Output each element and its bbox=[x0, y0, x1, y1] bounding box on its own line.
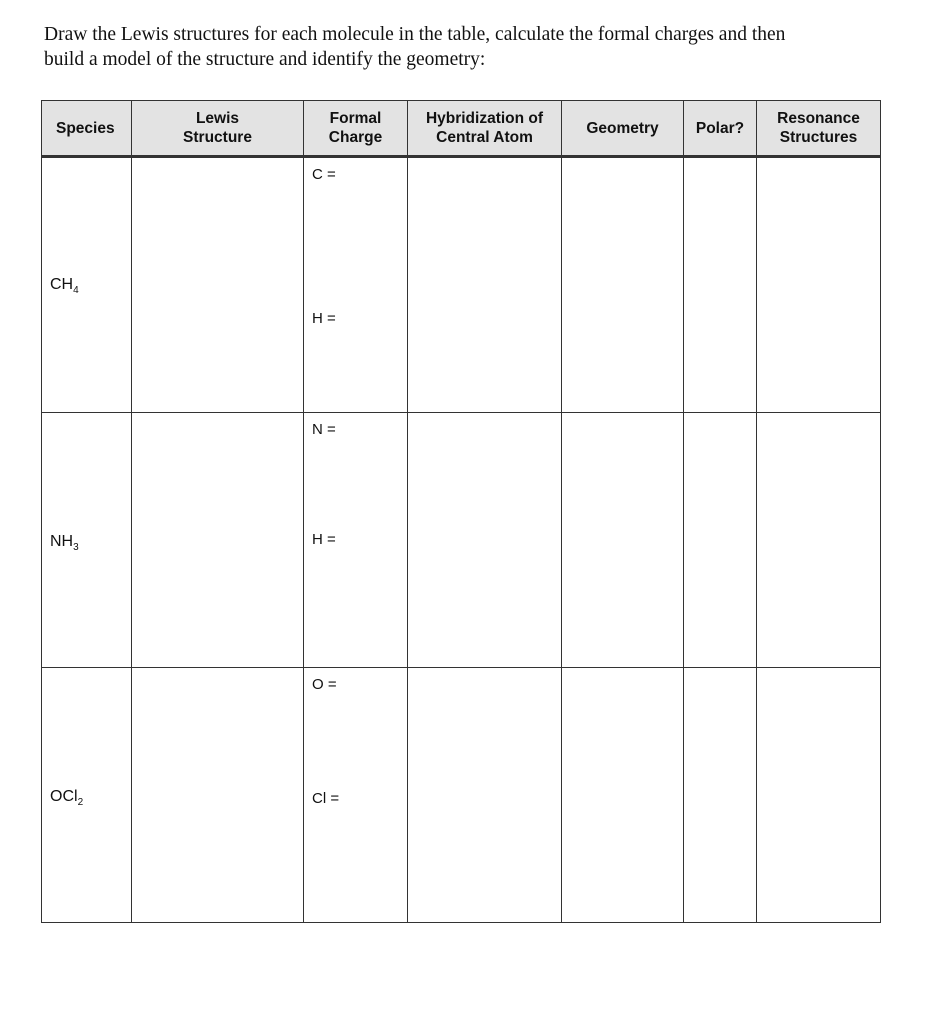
formal-charge-label: C = bbox=[312, 166, 336, 183]
species-cell bbox=[42, 668, 132, 923]
formal-charge-cell[interactable] bbox=[304, 413, 408, 668]
table-row-nh3 bbox=[42, 413, 881, 668]
formal-charge-label: O = bbox=[312, 676, 337, 693]
worksheet-table bbox=[41, 100, 881, 923]
table-row-ocl2 bbox=[42, 668, 881, 923]
hybridization-cell[interactable] bbox=[408, 413, 562, 668]
header-formal-charge: Formal Charge bbox=[304, 101, 408, 157]
species-name: $NH_3$ bbox=[50, 533, 79, 554]
species-cell bbox=[42, 413, 132, 668]
polar-cell[interactable] bbox=[684, 668, 757, 923]
table-row-ch4 bbox=[42, 157, 881, 413]
header-resonance: Resonance Structures bbox=[757, 101, 881, 157]
hybridization-cell[interactable] bbox=[408, 668, 562, 923]
polar-cell[interactable] bbox=[684, 413, 757, 668]
resonance-cell[interactable] bbox=[757, 668, 881, 923]
header-polar: Polar? bbox=[684, 101, 757, 157]
header-row bbox=[42, 101, 881, 157]
header-geometry: Geometry bbox=[562, 101, 684, 157]
polar-cell[interactable] bbox=[684, 157, 757, 413]
instructions bbox=[44, 22, 894, 72]
species-cell bbox=[42, 157, 132, 413]
header-hybridization: Hybridization of Central Atom bbox=[408, 101, 562, 157]
species-name: $CH_4$ bbox=[50, 276, 79, 297]
formal-charge-cell[interactable] bbox=[304, 668, 408, 923]
lewis-structure-cell[interactable] bbox=[132, 157, 304, 413]
header-species: Species bbox=[42, 101, 132, 157]
resonance-cell[interactable] bbox=[757, 157, 881, 413]
hybridization-cell[interactable] bbox=[408, 157, 562, 413]
lewis-structure-cell[interactable] bbox=[132, 413, 304, 668]
formal-charge-label: H = bbox=[312, 310, 336, 327]
formal-charge-label: Cl = bbox=[312, 790, 340, 807]
instructions-line-2: build a model of the structure and identify the geometry: bbox=[44, 49, 486, 70]
formal-charge-label: N = bbox=[312, 421, 336, 438]
lewis-structure-cell[interactable] bbox=[132, 668, 304, 923]
geometry-cell[interactable] bbox=[562, 157, 684, 413]
resonance-cell[interactable] bbox=[757, 413, 881, 668]
species-name: OCl$_2$ bbox=[50, 788, 84, 809]
header-lewis-structure: Lewis Structure bbox=[132, 101, 304, 157]
formal-charge-cell[interactable] bbox=[304, 157, 408, 413]
formal-charge-label: H = bbox=[312, 531, 336, 548]
geometry-cell[interactable] bbox=[562, 413, 684, 668]
geometry-cell[interactable] bbox=[562, 668, 684, 923]
instructions-line-1: Draw the Lewis structures for each molecule in the table, calculate the formal charges and then bbox=[44, 24, 786, 45]
